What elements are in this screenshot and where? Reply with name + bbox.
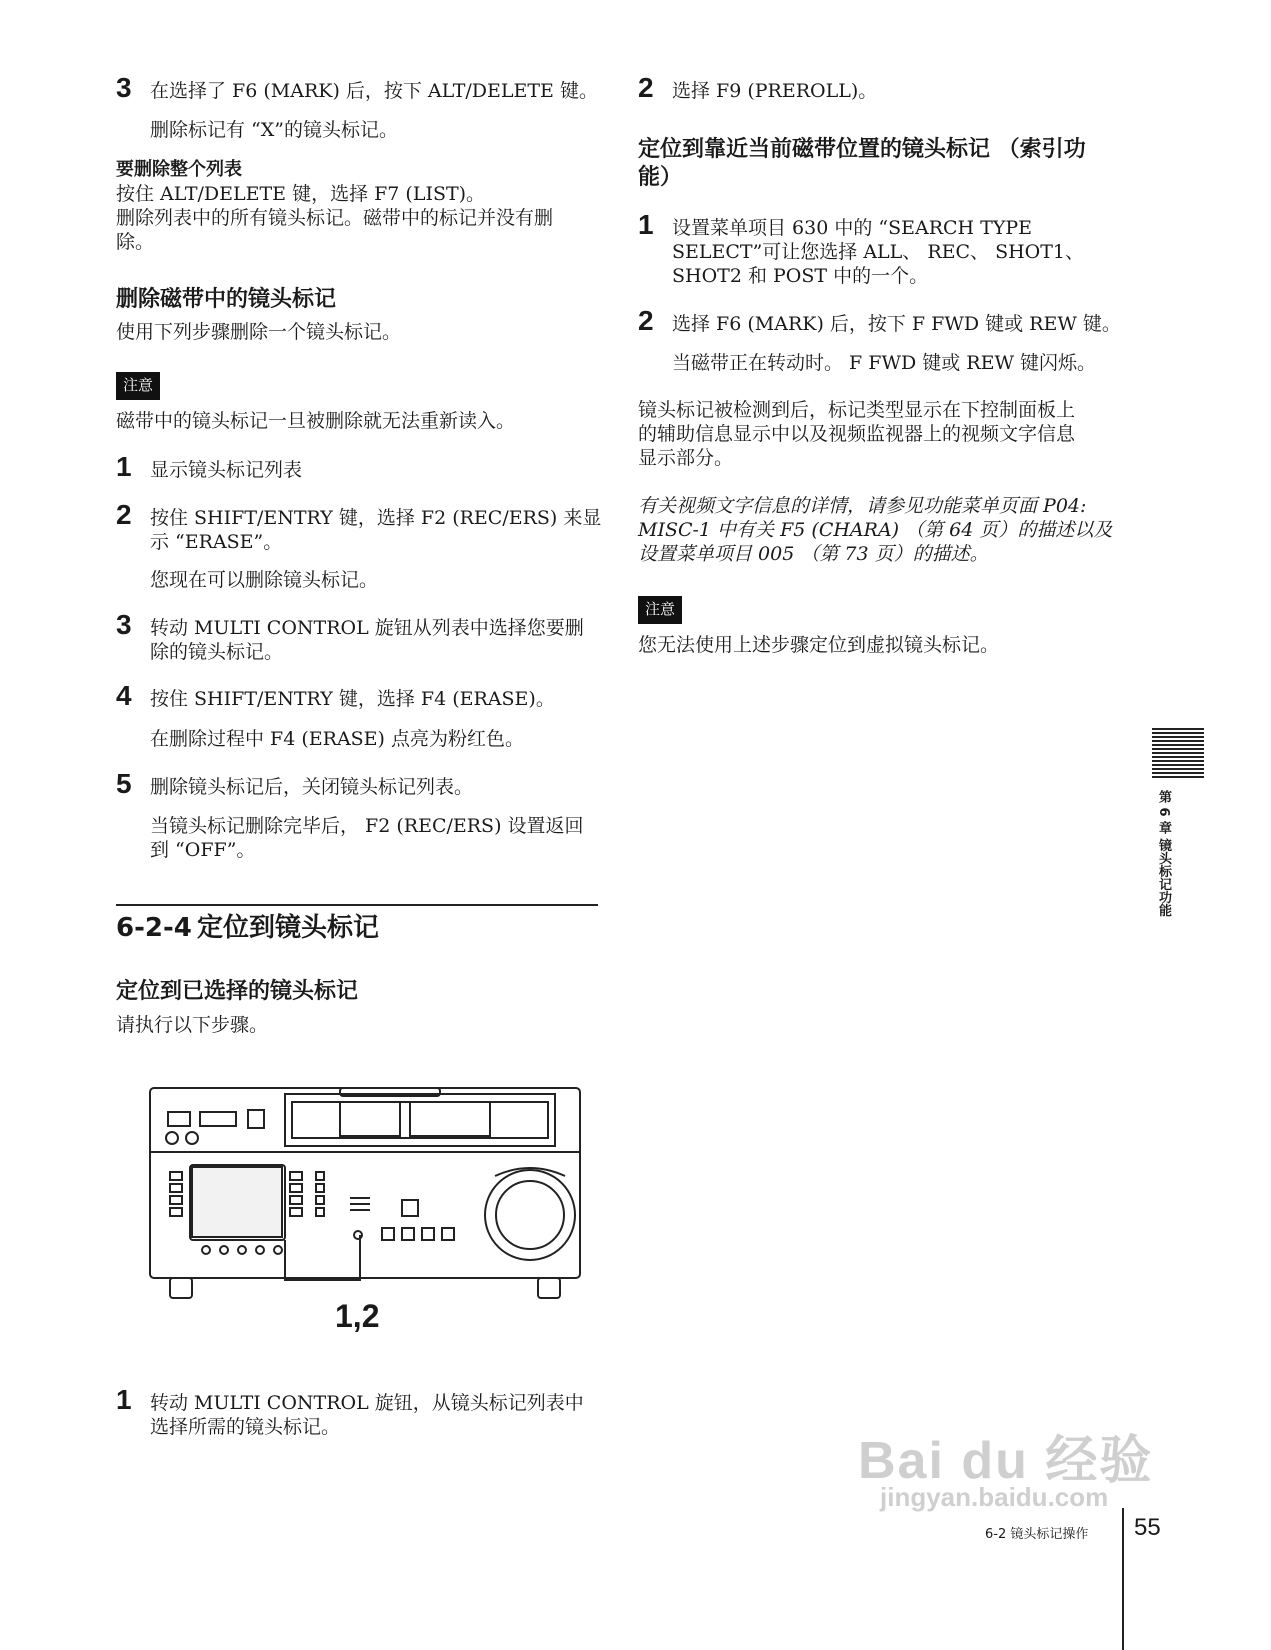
watermark-url: jingyan.baidu.com bbox=[880, 1482, 1109, 1512]
figure-callout: 1,2 bbox=[335, 1298, 380, 1334]
subsection-heading: 能） bbox=[638, 165, 683, 190]
step-text: SHOT2 和 POST 中的一个。 bbox=[672, 265, 929, 287]
step-subtext: 当磁带正在转动时。 F FWD 键或 REW 键闪烁。 bbox=[672, 352, 1097, 374]
step-text: 显示镜头标记列表 bbox=[150, 459, 303, 481]
step-subtext: 删除标记有 “X”的镜头标记。 bbox=[150, 119, 398, 141]
reference-line: 设置菜单项目 005 （第 73 页）的描述。 bbox=[638, 543, 989, 565]
note-label: 注意 bbox=[638, 596, 682, 624]
chapter-tab-stripes bbox=[1152, 728, 1204, 780]
section-title: 定位到镜头标记 bbox=[197, 913, 380, 943]
subsection-heading: 删除磁带中的镜头标记 bbox=[116, 287, 337, 312]
step-number: 1 bbox=[116, 1384, 132, 1415]
step-text: 选择所需的镜头标记。 bbox=[150, 1416, 341, 1438]
step-number: 2 bbox=[638, 72, 654, 103]
reference-line: MISC-1 中有关 F5 (CHARA) （第 64 页）的描述以及 bbox=[638, 519, 1113, 541]
chapter-tab-label: 第 6 章 镜头标记功能 bbox=[1156, 790, 1171, 917]
note-text: 磁带中的镜头标记一旦被删除就无法重新读入。 bbox=[116, 410, 516, 432]
section-rule bbox=[116, 904, 598, 906]
paragraph-line: 镜头标记被检测到后，标记类型显示在下控制面板上 bbox=[638, 399, 1076, 421]
page-number: 55 bbox=[1134, 1514, 1161, 1541]
paragraph-line: 显示部分。 bbox=[638, 447, 734, 469]
step-number: 2 bbox=[638, 305, 654, 336]
paragraph-line: 按住 ALT/DELETE 键，选择 F7 (LIST)。 bbox=[116, 183, 486, 205]
note-label: 注意 bbox=[116, 372, 160, 400]
intro-text: 请执行以下步骤。 bbox=[116, 1014, 269, 1036]
step-number: 5 bbox=[116, 768, 132, 799]
paragraph-line: 删除列表中的所有镜头标记。磁带中的标记并没有删 bbox=[116, 207, 554, 229]
paragraph-line: 除。 bbox=[116, 231, 155, 253]
subsection-heading: 定位到靠近当前磁带位置的镜头标记 （索引功 bbox=[638, 137, 1086, 162]
paragraph-line: 的辅助信息显示中以及视频监视器上的视频文字信息 bbox=[638, 423, 1076, 445]
step-number: 1 bbox=[116, 451, 132, 482]
list-delete-heading: 要删除整个列表 bbox=[116, 159, 242, 180]
section-number: 6-2-4 bbox=[116, 913, 192, 943]
subsection-heading: 定位到已选择的镜头标记 bbox=[116, 979, 359, 1004]
intro-text: 使用下列步骤删除一个镜头标记。 bbox=[116, 321, 402, 343]
step-text: 设置菜单项目 630 中的 “SEARCH TYPE bbox=[672, 217, 1033, 239]
step-text: 示 “ERASE”。 bbox=[150, 531, 283, 553]
step-text: 转动 MULTI CONTROL 旋钮，从镜头标记列表中 bbox=[150, 1392, 584, 1414]
step-text: 选择 F9 (PREROLL)。 bbox=[672, 80, 878, 102]
step-text: 按住 SHIFT/ENTRY 键，选择 F2 (REC/ERS) 来显 bbox=[150, 507, 602, 529]
footer-divider bbox=[1122, 1508, 1124, 1650]
step-subtext: 当镜头标记删除完毕后， F2 (REC/ERS) 设置返回 bbox=[150, 815, 584, 837]
note-text: 您无法使用上述步骤定位到虚拟镜头标记。 bbox=[638, 634, 1000, 656]
step-text: 除的镜头标记。 bbox=[150, 641, 284, 663]
watermark-logo: Bai du 经验 bbox=[858, 1432, 1154, 1490]
step-text: 转动 MULTI CONTROL 旋钮从列表中选择您要删 bbox=[150, 617, 584, 639]
reference-line: 有关视频文字信息的详情，请参见功能菜单页面 P04: bbox=[638, 495, 1087, 517]
step-text: 在选择了 F6 (MARK) 后，按下 ALT/DELETE 键。 bbox=[150, 80, 598, 102]
step-text: SELECT”可让您选择 ALL、 REC、 SHOT1、 bbox=[672, 241, 1085, 263]
step-number: 1 bbox=[638, 209, 654, 240]
step-subtext: 在删除过程中 F4 (ERASE) 点亮为粉红色。 bbox=[150, 728, 524, 750]
step-text: 选择 F6 (MARK) 后，按下 F FWD 键或 REW 键。 bbox=[672, 313, 1121, 335]
step-text: 按住 SHIFT/ENTRY 键，选择 F4 (ERASE)。 bbox=[150, 688, 555, 710]
step-number: 2 bbox=[116, 499, 132, 530]
step-number: 3 bbox=[116, 72, 132, 103]
step-subtext: 您现在可以删除镜头标记。 bbox=[150, 569, 379, 591]
step-number: 4 bbox=[116, 680, 132, 711]
footer-section: 6-2 镜头标记操作 bbox=[985, 1527, 1089, 1542]
step-subtext: 到 “OFF”。 bbox=[150, 839, 256, 861]
step-number: 3 bbox=[116, 609, 132, 640]
step-text: 删除镜头标记后，关闭镜头标记列表。 bbox=[150, 776, 474, 798]
